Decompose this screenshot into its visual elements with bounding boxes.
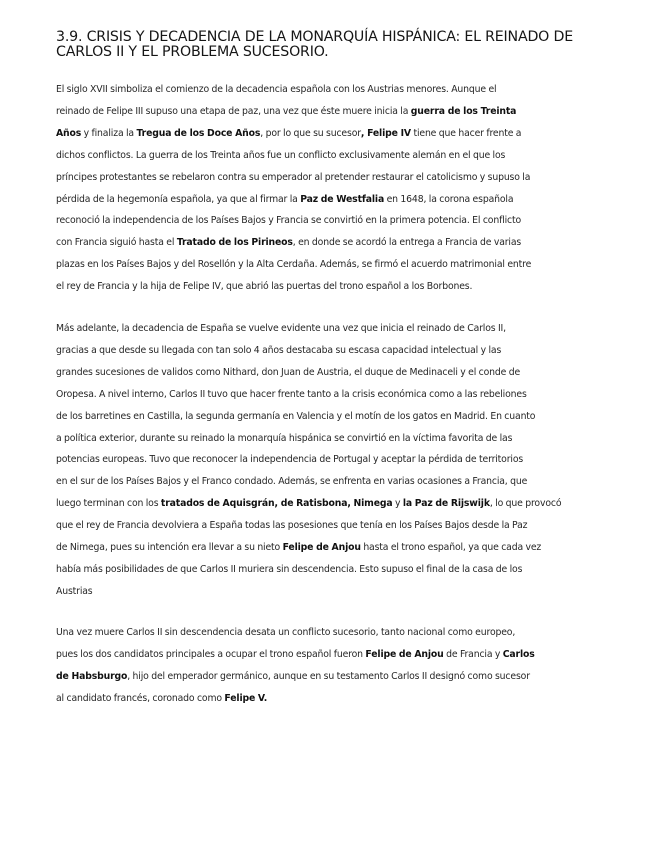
text-run: , en donde se acordó la entrega a Francia de varias [292,237,522,249]
text-line [56,318,616,340]
document-title [56,30,616,59]
title-line: 3.9. CRISIS Y DECADENCIA DE LA MONARQUÍA HISPÁNICA: EL REINADO DE [56,29,573,45]
text-line [56,276,616,298]
text-run: reinado de Felipe III supuso una etapa de paz, una vez que éste muere inicia la [56,105,411,117]
bold-term: Tratado de los Pirineos [176,237,293,249]
text-line [56,515,616,537]
text-run: , lo que provocó [489,498,562,510]
text-line [56,688,616,710]
paragraph-felipe-iv [56,79,616,298]
text-run: al candidato francés, coronado como [56,692,225,704]
text-line [56,537,616,559]
text-run: tiene que hacer frente a [410,127,522,139]
bold-term: Felipe de Anjou [365,648,444,660]
text-line [56,428,616,450]
text-line [56,644,616,666]
text-run: de Francia y [443,648,503,660]
paragraph-succession [56,622,616,710]
text-line [56,101,616,123]
text-run: Austrias [56,585,93,597]
text-run: hasta el trono español, ya que cada vez [360,542,542,554]
text-run: , hijo del emperador germánico, aunque en su testamento Carlos II designó como sucesor [127,670,530,682]
text-run: plazas en los Países Bajos y del Rosellón y la Alta Cerdaña. Además, se firmó el acuerdo matrimonial entre [56,259,532,271]
text-run: de Nimega, pues su intención era llevar a su nieto [56,542,283,554]
bold-term: Felipe V. [224,692,268,704]
text-line [56,189,616,211]
text-line [56,666,616,688]
text-run: a política exterior, durante su reinado la monarquía hispánica se convirtió en la víctima favorita de las [56,432,513,444]
text-line [56,79,616,101]
text-line [56,559,616,581]
text-run: luego terminan con los [56,498,161,510]
text-run: potencias europeas. Tuvo que reconocer la independencia de Portugal y aceptar la pérdida de territorios [56,454,524,466]
text-line [56,384,616,406]
text-line [56,362,616,384]
text-line [56,123,616,145]
text-run: que el rey de Francia devolviera a España todas las posesiones que tenía en los Países Bajos desde la Paz [56,520,528,532]
text-line [56,340,616,362]
text-run: y [392,498,403,510]
text-run: grandes sucesiones de validos como Nithard, don Juan de Austria, el duque de Medinaceli y el conde de [56,366,521,378]
text-run: y finaliza la [81,127,137,139]
text-run: el rey de Francia y la hija de Felipe IV, que abrió las puertas del trono español a los Borbones. [56,281,473,293]
paragraph-carlos-ii [56,318,616,603]
text-line [56,210,616,232]
text-run: Oropesa. A nivel interno, Carlos II tuvo que hacer frente tanto a la crisis económica como a las rebeliones [56,388,527,400]
text-line [56,471,616,493]
bold-term: de Habsburgo [56,670,128,682]
text-line [56,622,616,644]
text-line [56,449,616,471]
text-line [56,493,616,515]
bold-term: tratados de Aquisgrán, de Ratisbona, Nimega [160,498,393,510]
bold-term: Paz de Westfalia [300,193,385,205]
bold-term: Tregua de los Doce Años [136,127,261,139]
text-run: príncipes protestantes se rebelaron contra su emperador al pretender restaurar el catolicismo y supuso la [56,171,531,183]
text-run: en 1648, la corona española [384,193,514,205]
text-run: El siglo XVII simboliza el comienzo de la decadencia española con los Austrias menores. Aunque el [56,84,497,95]
text-run: Una vez muere Carlos II sin descendencia desata un conflicto sucesorio, tanto nacional como europeo, [56,627,516,638]
text-run: gracias a que desde su llegada con tan solo 4 años destacaba su escasa capacidad intelectual y las [56,344,502,356]
text-run: Más adelante, la decadencia de España se vuelve evidente una vez que inicia el reinado de Carlos II, [56,323,506,334]
bold-term: la Paz de Rijswijk [402,498,490,510]
text-run: de los barretines en Castilla, la segunda germanía en Valencia y el motín de los gatos en Madrid. En cuanto [56,410,536,422]
bold-term: guerra de los Treinta [410,105,517,117]
text-line [56,167,616,189]
title-line: CARLOS II Y EL PROBLEMA SUCESORIO. [56,43,329,60]
text-run: reconoció la independencia de los Países Bajos y Francia se convirtió en la primera potencia. El conflicto [56,215,522,227]
text-run: había más posibilidades de que Carlos II muriera sin descendencia. Esto supuso el final de la casa de los [56,563,523,575]
text-line [56,406,616,428]
text-line [56,254,616,276]
text-line [56,581,616,603]
text-line [56,145,616,167]
text-run: pues los dos candidatos principales a ocupar el trono español fueron [56,648,366,660]
bold-term: , Felipe IV [360,127,411,139]
bold-term: Felipe de Anjou [282,542,361,554]
text-run: , por lo que su sucesor [260,127,361,139]
text-line [56,232,616,254]
text-run: pérdida de la hegemonía española, ya que al firmar la [56,193,301,205]
text-run: con Francia siguió hasta el [56,237,177,249]
text-run: dichos conflictos. La guerra de los Treinta años fue un conflicto exclusivamente alemán en el que los [56,149,506,161]
text-run: en el sur de los Países Bajos y el Franco condado. Además, se enfrenta en varias ocasiones a Francia, que [56,476,528,488]
bold-term: Carlos [502,648,535,660]
bold-term: Años [56,127,82,139]
